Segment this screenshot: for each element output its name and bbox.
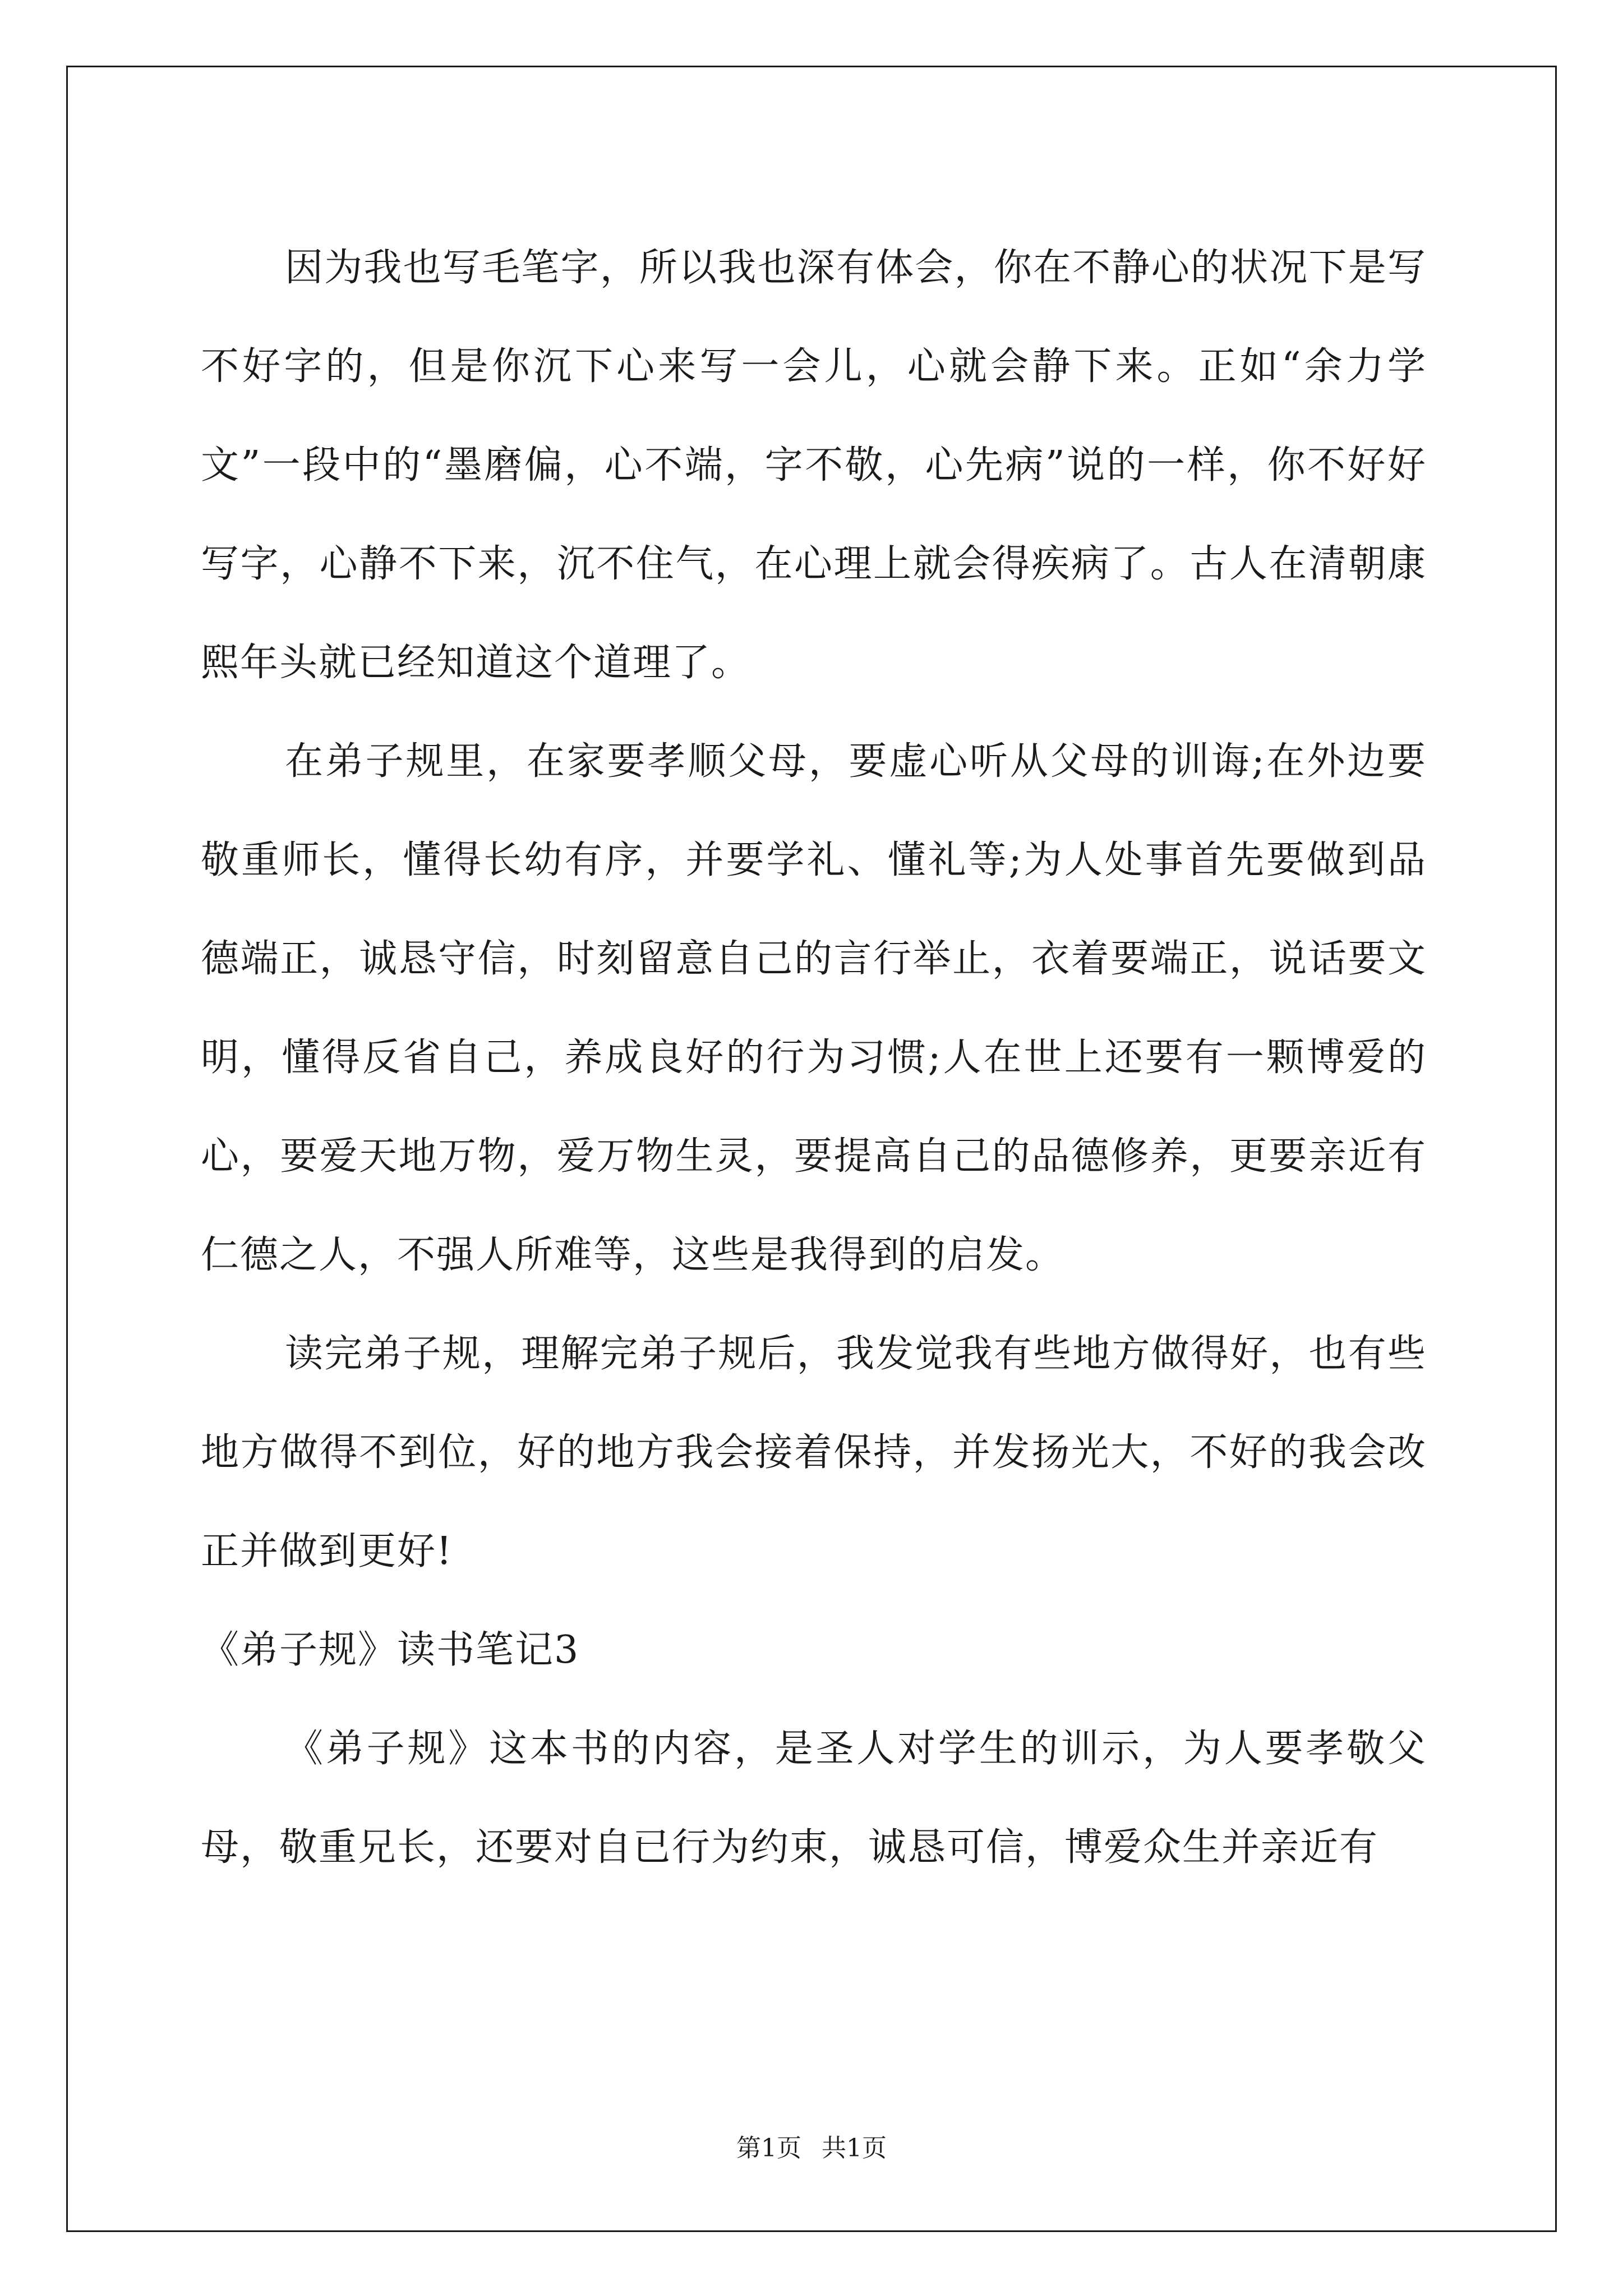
paragraph-4: 《弟子规》这本书的内容，是圣人对学生的训示，为人要孝敬父母，敬重兄长，还要对自已行为约束，诚恳可信，博爱众生并亲近有 (201, 1727, 1427, 1870)
paragraph-3: 读完弟子规，理解完弟子规后，我发觉我有些地方做得好，也有些地方做得不到位，好的地方我会接着保持，并发扬光大，不好的我会改正并做到更好! (201, 1332, 1427, 1573)
paragraph-1: 因为我也写毛笔字，所以我也深有体会，你在不静心的状况下是写不好字的，但是你沉下心来写一会儿，心就会静下来。正如“余力学文”一段中的“墨磨偏，心不端，字不敬，心先病”说的一样，你不好好写字，心静不下来，沉不住气，在心理上就会得疾病了。古人在清朝康熙年头就已经知道这个道理了。 (201, 246, 1427, 685)
page-footer (0, 2132, 1623, 2165)
document-body (201, 219, 1427, 1897)
page-number: 第1页 (736, 2134, 801, 2162)
paragraph-2: 在弟子规里，在家要孝顺父母，要虚心听从父母的训诲;在外边要敬重师长，懂得长幼有序，并要学礼、懂礼等;为人处事首先要做到品德端正，诚恳守信，时刻留意自己的言行举止，衣着要端正，说话要文明，懂得反省自己，养成良好的行为习惯;人在世上还要有一颗博爱的心，要爱天地万物，爱万物生灵，要提高自己的品德修养，更要亲近有仁德之人，不强人所难等，这些是我得到的启发。 (201, 739, 1427, 1277)
section-heading: 《弟子规》读书笔记3 (201, 1628, 580, 1672)
page-total: 共1页 (822, 2134, 887, 2162)
